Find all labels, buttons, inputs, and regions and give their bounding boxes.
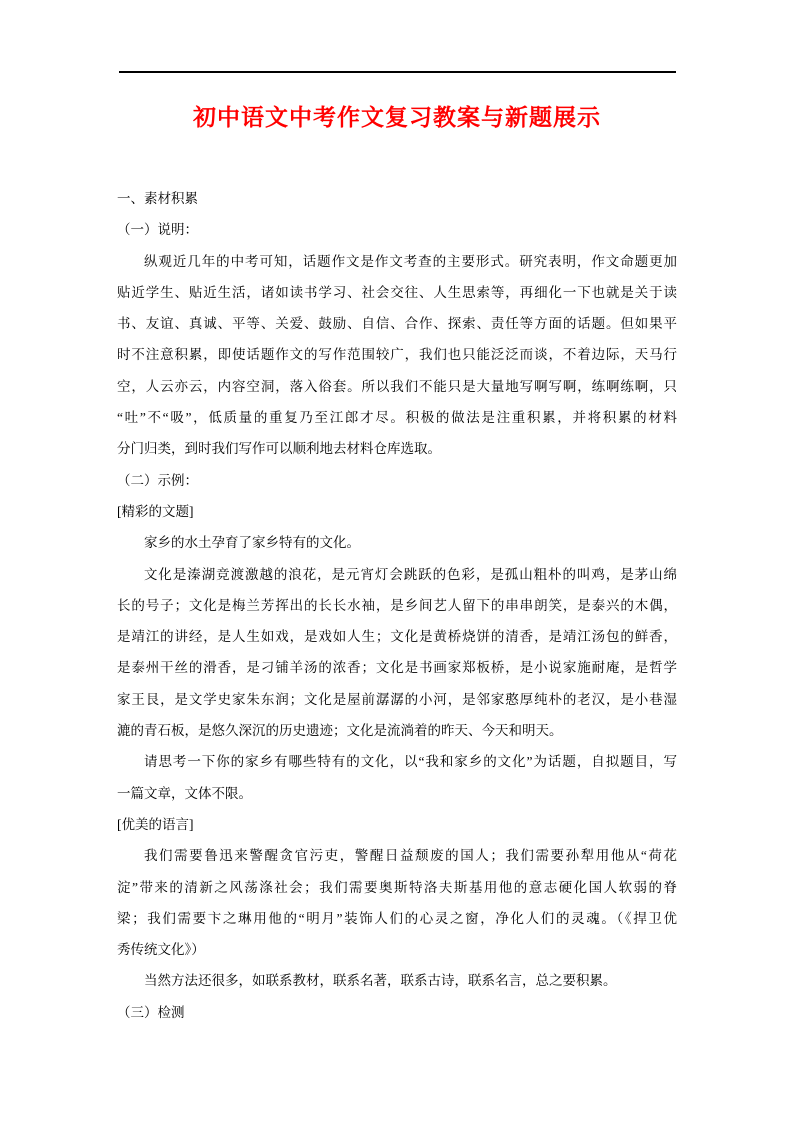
text-line: “吐”不“吸”，低质量的重复乃至江郎才尽。积极的做法是注重积累，并将积累的材料 [117,410,677,426]
text-line: 分门归类，到时我们写作可以顺利地去材料仓库选取。 [117,441,441,457]
text-line: （三）检测 [117,1004,185,1020]
text-line: 漉的青石板，是悠久深沉的历史遗迹；文化是流淌着的昨天、今天和明天。 [117,723,563,739]
document-title: 初中语文中考作文复习教案与新题展示 [193,104,601,130]
document-body [117,183,677,1028]
text-line: 秀传统文化》） [117,942,205,958]
text-line: 梁；我们需要卞之琳用他的“明月”装饰人们的心灵之窗，净化人们的灵魂。（《捍卫优 [117,910,677,926]
text-line: 是泰州干丝的滑香，是刁铺羊汤的浓香；文化是书画家郑板桥，是小说家施耐庵，是哲学 [117,660,677,676]
text-line: 当然方法还很多，如联系教材，联系名著，联系古诗，联系名言，总之要积累。 [144,973,617,989]
text-line: 纵观近几年的中考可知，话题作文是作文考查的主要形式。研究表明，作文命题更加 [144,253,677,269]
text-line: 一篇文章，文体不限。 [117,785,252,801]
text-line: 淀”带来的清新之风荡涤社会；我们需要奥斯特洛夫斯基用他的意志硬化国人软弱的脊 [117,879,677,895]
text-line: [优美的语言] [117,816,194,832]
text-line: [精彩的文题] [117,503,194,519]
text-line: 时不注意积累，即使话题作文的写作范围较广，我们也只能泛泛而谈，不着边际，天马行 [117,347,677,363]
text-line: 家王艮，是文学史家朱东润；文化是屋前潺潺的小河，是邻家憨厚纯朴的老汉，是小巷湿 [117,691,677,707]
text-line: 文化是溱湖竞渡激越的浪花，是元宵灯会跳跃的色彩，是孤山粗朴的叫鸡，是茅山绵 [144,566,677,582]
text-line: 家乡的水土孕育了家乡特有的文化。 [144,535,360,551]
text-line: 长的号子；文化是梅兰芳挥出的长长水袖，是乡间艺人留下的串串朗笑，是泰兴的木偶， [117,597,677,613]
text-line: 请思考一下你的家乡有哪些特有的文化，以“我和家乡的文化”为话题，自拟题目，写 [144,754,677,770]
text-line: （二）示例： [117,472,198,488]
text-line: 一、素材积累 [117,191,198,206]
text-line: （一）说明： [117,222,198,238]
header-rule [119,71,676,73]
text-line: 是靖江的讲经，是人生如戏，是戏如人生；文化是黄桥烧饼的清香，是靖江汤包的鲜香， [117,629,677,645]
text-line: 我们需要鲁迅来警醒贪官污吏，警醒日益颓废的国人；我们需要孙犁用他从“荷花 [144,848,677,864]
text-line: 贴近学生、贴近生活，诸如读书学习、社会交往、人生思索等，再细化一下也就是关于读 [117,284,677,300]
text-line: 空，人云亦云，内容空洞，落入俗套。所以我们不能只是大量地写啊写啊，练啊练啊，只 [117,378,677,394]
text-line: 书、友谊、真诚、平等、关爱、鼓励、自信、合作、探索、责任等方面的话题。但如果平 [117,316,677,332]
